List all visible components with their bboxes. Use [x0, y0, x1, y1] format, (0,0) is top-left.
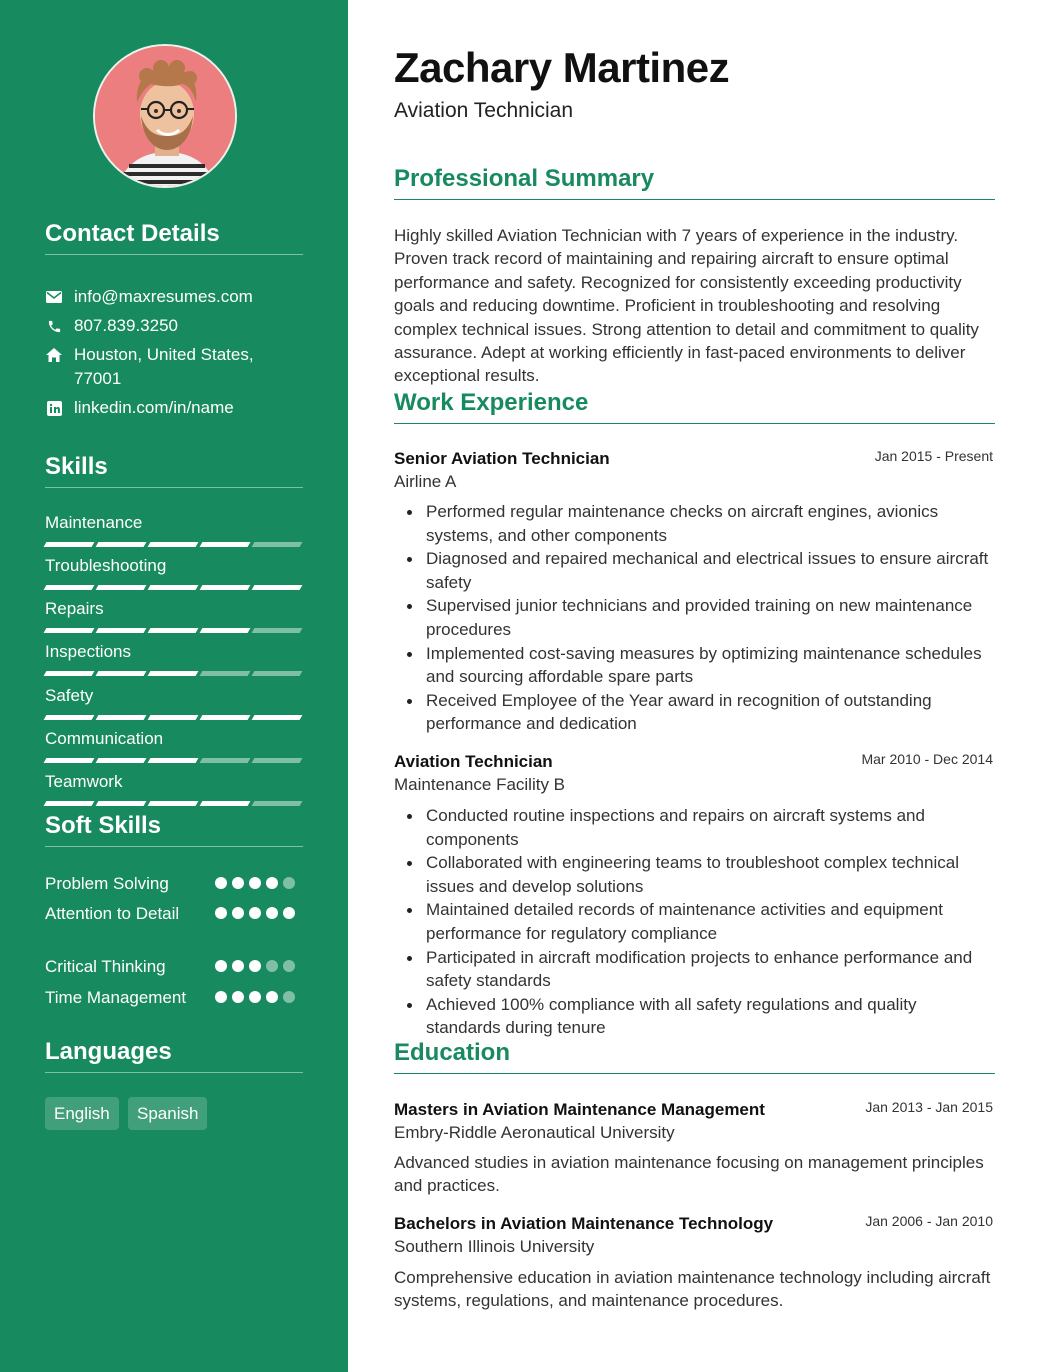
skill-label: Inspections — [45, 642, 131, 661]
degree-description: Comprehensive education in aviation maintenance technology including aircraft systems, regulations, and maintenance procedures. — [394, 1268, 991, 1311]
skill-rating-bar — [45, 585, 301, 590]
skill-label: Teamwork — [45, 772, 123, 791]
degree-dates: Jan 2013 - Jan 2015 — [865, 1099, 993, 1115]
skill-rating-segment — [148, 758, 199, 763]
skill-rating-segment — [148, 801, 199, 806]
contact-phone[interactable] — [45, 314, 303, 338]
soft-skills-heading: Soft Skills — [45, 812, 303, 847]
skill-rating-segment — [96, 628, 147, 633]
skill-rating-segment — [200, 758, 251, 763]
list-item: Participated in aircraft modification projects to enhance performance and safety standards — [394, 946, 995, 993]
linkedin-text: linkedin.com/in/name — [74, 398, 234, 417]
skill-rating-segment — [44, 801, 95, 806]
soft-skill-rating — [215, 877, 295, 889]
skill-rating-segment — [96, 585, 147, 590]
skill-label: Troubleshooting — [45, 556, 167, 575]
skill-rating-bar — [45, 671, 301, 676]
list-item: Collaborated with engineering teams to troubleshoot complex technical issues and develop solutions — [394, 851, 995, 898]
job-title: Aviation Technician — [394, 752, 553, 771]
soft-skill-rating — [215, 960, 295, 972]
address-text: Houston, United States, 77001 — [74, 345, 254, 388]
rating-dot — [283, 877, 295, 889]
skill-rating-bar — [45, 801, 301, 806]
rating-dot — [283, 991, 295, 1003]
contact-linkedin[interactable] — [45, 396, 303, 420]
language-pill: Spanish — [128, 1097, 207, 1130]
skill-rating-segment — [200, 801, 251, 806]
rating-dot — [283, 907, 295, 919]
skill-rating-segment — [200, 671, 251, 676]
phone-icon — [45, 314, 63, 338]
contact-address — [45, 343, 303, 391]
home-icon — [45, 343, 63, 367]
skill-rating-segment — [200, 715, 251, 720]
skill-label: Communication — [45, 729, 164, 748]
rating-dot — [215, 907, 227, 919]
rating-dot — [266, 960, 278, 972]
rating-dot — [215, 960, 227, 972]
rating-dot — [266, 991, 278, 1003]
list-item: Performed regular maintenance checks on aircraft engines, avionics systems, and other components — [394, 500, 995, 547]
soft-skill-label: Attention to Detail — [45, 904, 180, 923]
skill-rating-bar — [45, 715, 301, 720]
skill-label: Repairs — [45, 599, 104, 618]
job-bullets — [394, 804, 995, 1040]
list-item: Supervised junior technicians and provided training on new maintenance procedures — [394, 594, 995, 641]
list-item: Conducted routine inspections and repairs on aircraft systems and components — [394, 804, 995, 851]
skill-rating-segment — [252, 585, 303, 590]
skill-rating-segment — [252, 671, 303, 676]
skill-rating-bar — [45, 542, 301, 547]
school-name: Embry-Riddle Aeronautical University — [394, 1123, 675, 1142]
soft-skill-label: Problem Solving — [45, 874, 169, 893]
degree-dates: Jan 2006 - Jan 2010 — [865, 1213, 993, 1229]
job-company: Airline A — [394, 472, 457, 491]
rating-dot — [283, 960, 295, 972]
summary-heading: Professional Summary — [394, 165, 995, 200]
job-dates: Jan 2015 - Present — [874, 448, 993, 464]
skill-rating-segment — [148, 671, 199, 676]
contact-email[interactable] — [45, 285, 303, 309]
skill-rating-segment — [96, 758, 147, 763]
skills-heading: Skills — [45, 453, 303, 488]
list-item: Implemented cost-saving measures by optimizing maintenance schedules and sourcing affordable spare parts — [394, 642, 995, 689]
job-dates: Mar 2010 - Dec 2014 — [861, 751, 993, 767]
email-text: info@maxresumes.com — [74, 287, 253, 306]
degree-title: Masters in Aviation Maintenance Management — [394, 1100, 765, 1119]
skill-rating-segment — [44, 542, 95, 547]
skill-rating-segment — [148, 585, 199, 590]
soft-skill-rating — [215, 907, 295, 919]
linkedin-icon — [45, 396, 63, 420]
skill-rating-segment — [200, 628, 251, 633]
portrait-illustration — [95, 46, 237, 188]
skill-rating-segment — [148, 628, 199, 633]
summary-text: Highly skilled Aviation Technician with 7 years of experience in the industry. Proven track record of maintaining and repairing aircraft to ensure optimal performance and safety. Recognized for consistently exceeding productivity goals and reducing downtime. Proficient in troubleshooting and resolving complex technical issues. Strong attention to detail and commitment to quality assurance. Adept at working efficiently in fast-paced environments to deliver exceptional results. — [394, 226, 979, 386]
education-heading: Education — [394, 1039, 995, 1074]
list-item: Achieved 100% compliance with all safety regulations and quality standards during tenure — [394, 993, 995, 1040]
job-title: Senior Aviation Technician — [394, 449, 610, 468]
skill-rating-segment — [44, 671, 95, 676]
soft-skill-label: Time Management — [45, 988, 187, 1007]
job-company: Maintenance Facility B — [394, 775, 566, 794]
rating-dot — [266, 877, 278, 889]
degree-title: Bachelors in Aviation Maintenance Technology — [394, 1214, 774, 1233]
skill-rating-segment — [252, 542, 303, 547]
rating-dot — [249, 960, 261, 972]
skill-rating-bar — [45, 628, 301, 633]
rating-dot — [232, 907, 244, 919]
skill-rating-segment — [96, 671, 147, 676]
degree-description: Advanced studies in aviation maintenance focusing on management principles and practices. — [394, 1153, 984, 1196]
rating-dot — [232, 877, 244, 889]
skill-rating-segment — [148, 542, 199, 547]
sidebar — [0, 0, 348, 1372]
skill-label: Maintenance — [45, 513, 143, 532]
skill-rating-segment — [44, 758, 95, 763]
list-item: Maintained detailed records of maintenance activities and equipment performance for regulatory compliance — [394, 898, 995, 945]
soft-skill-rating — [215, 991, 295, 1003]
language-pill: English — [45, 1097, 119, 1130]
rating-dot — [266, 907, 278, 919]
skill-rating-segment — [96, 542, 147, 547]
envelope-icon — [45, 285, 63, 309]
skill-rating-segment — [252, 628, 303, 633]
skill-rating-segment — [44, 628, 95, 633]
skill-rating-segment — [252, 758, 303, 763]
skill-rating-segment — [44, 585, 95, 590]
rating-dot — [232, 960, 244, 972]
rating-dot — [249, 907, 261, 919]
rating-dot — [215, 877, 227, 889]
list-item: Diagnosed and repaired mechanical and electrical issues to ensure aircraft safety — [394, 547, 995, 594]
languages-heading: Languages — [45, 1038, 303, 1073]
contact-heading: Contact Details — [45, 220, 303, 255]
rating-dot — [215, 991, 227, 1003]
skill-rating-segment — [252, 801, 303, 806]
skill-rating-segment — [148, 715, 199, 720]
rating-dot — [249, 991, 261, 1003]
skill-rating-segment — [252, 715, 303, 720]
candidate-name: Zachary Martinez — [394, 44, 730, 91]
skill-rating-segment — [200, 542, 251, 547]
rating-dot — [249, 877, 261, 889]
phone-text: 807.839.3250 — [74, 316, 178, 335]
skill-rating-segment — [96, 715, 147, 720]
school-name: Southern Illinois University — [394, 1237, 595, 1256]
profile-photo — [93, 44, 237, 188]
soft-skill-label: Critical Thinking — [45, 957, 166, 976]
candidate-title: Aviation Technician — [394, 99, 574, 122]
job-bullets — [394, 500, 995, 736]
list-item: Received Employee of the Year award in recognition of outstanding performance and dedication — [394, 689, 995, 736]
skill-rating-segment — [44, 715, 95, 720]
experience-heading: Work Experience — [394, 389, 995, 424]
skill-rating-bar — [45, 758, 301, 763]
skill-rating-segment — [200, 585, 251, 590]
skill-rating-segment — [96, 801, 147, 806]
skill-label: Safety — [45, 686, 94, 705]
rating-dot — [232, 991, 244, 1003]
